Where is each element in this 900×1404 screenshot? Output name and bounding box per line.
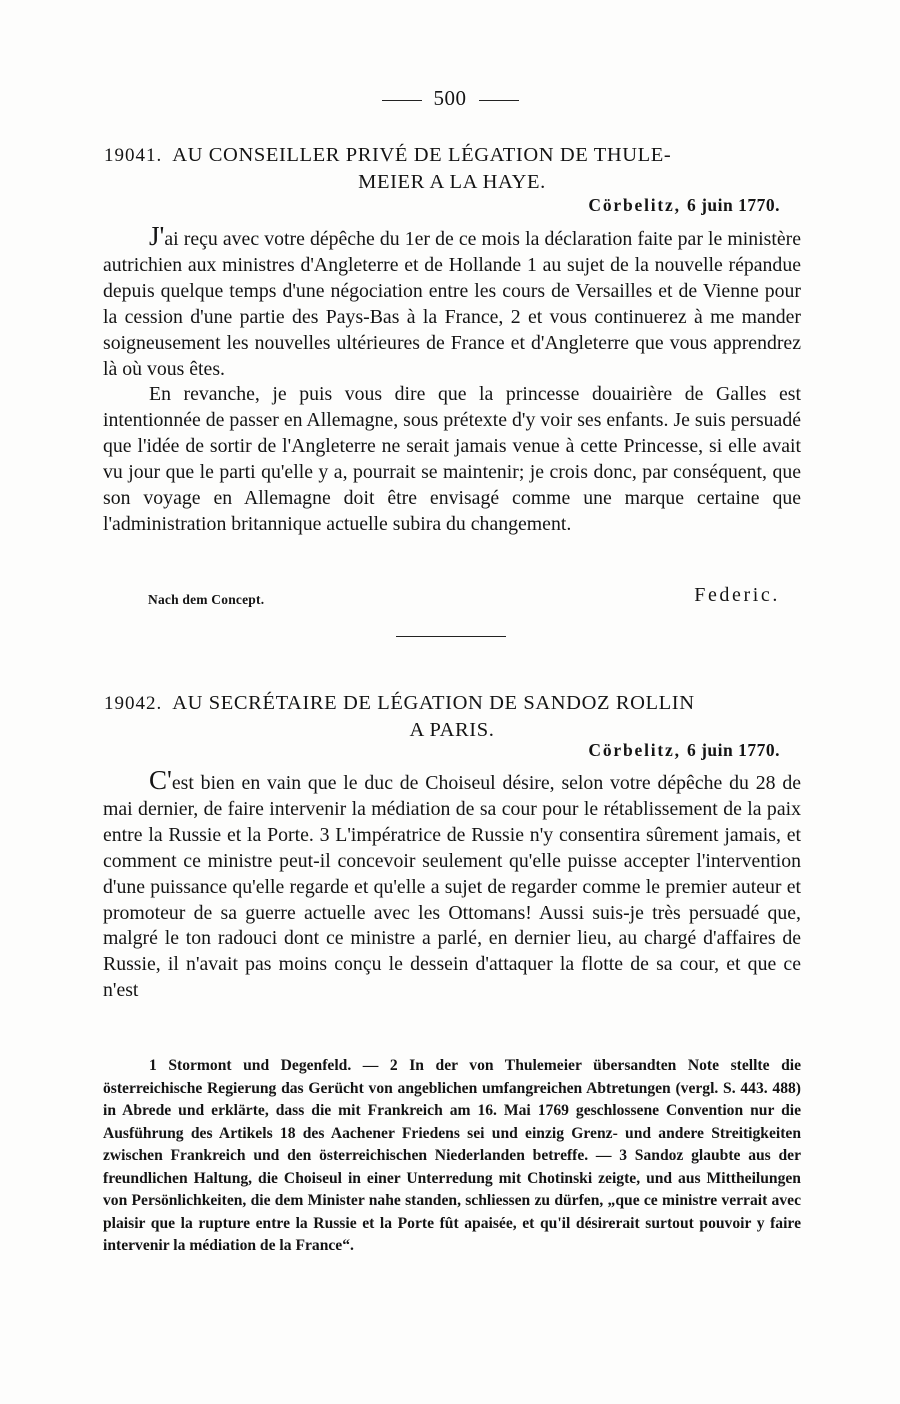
letter-heading-line1: AU CONSEILLER PRIVÉ DE LÉGATION DE THULE- xyxy=(172,144,672,166)
letter-heading-line2: A PARIS. xyxy=(409,719,495,741)
letter-paragraph: C'est bien en vain que le duc de Choiseul désire, selon votre dépêche du 28 de mai dernier, de faire intervenir la médiation de sa cour pour le rétablissement de la paix entre la Russie et la Porte. 3 L'impératrice de Russie n'y consentira sûrement jamais, et comment ce ministre peut-il concevoir seulement qu'elle puisse accepter l'intervention d'une puissance qu'elle regarde et qu'elle a sujet de regarder comme le premier auteur et promoteur de sa guerre actuelle avec les Ottomans! Aussi suis-je très persuadé que, malgré le ton radouci dont ce ministre a parlé, en dernier lieu, au chargé d'affaires de Russie, il n'avait pas moins conçu le dessein d'attaquer la flotte de sa cour, et que ce n'est xyxy=(103,765,801,1002)
page-number-dash-left xyxy=(382,100,422,101)
dateline-date: 6 juin 1770. xyxy=(686,740,780,760)
page-number-dash-right xyxy=(479,100,519,101)
letter-paragraph: En revanche, je puis vous dire que la princesse douairière de Galles est intentionnée de passer en Allemagne, sous prétexte d'y voir ses enfants. Je suis persuadé que l'idée de sortir de l'Angleterre ne serait jamais venue à cette Princesse, si elle avait vu jour que le parti qu'elle y a, pourrait se maintenir; je crois donc, par conséquent, que son voyage en Allemagne doit être envisagé comme une marque certaine que l'administration britannique actuelle subira du changement. xyxy=(103,383,801,535)
dateline-place: Cörbelitz, xyxy=(588,740,681,760)
letter-signature: Federic. xyxy=(694,584,780,606)
dateline-date: 6 juin 1770. xyxy=(686,195,780,215)
letter-body xyxy=(103,221,801,538)
letter-source-note: Nach dem Concept. xyxy=(148,592,265,607)
letter-dateline xyxy=(588,740,780,761)
page-number-text: 500 xyxy=(433,86,467,110)
letter-heading-line1: AU SECRÉTAIRE DE LÉGATION DE SANDOZ ROLLIN xyxy=(172,692,695,714)
letter-body xyxy=(103,765,801,1004)
letter-number: 19042. xyxy=(104,693,163,714)
letter-heading-19041 xyxy=(104,142,800,195)
letter-dateline xyxy=(588,195,780,216)
letter-heading-19042 xyxy=(104,690,800,743)
section-divider xyxy=(396,636,506,637)
footnote-text: 1 Stormont und Degenfeld. — 2 In der von Thulemeier übersandten Note stellte die österreichische Regierung das Gerücht von angeblichen umfangreichen Abtretungen (vergl. S. 443. 488) in Abrede und erklärte, dass die mit Frankreich am 16. Mai 1769 geschlossene Convention nur die Ausführung des Artikels 18 des Aachener Friedens sei und einzig Grenz- und andere Streitigkeiten zwischen Frankreich und den österreichischen Niederlanden betreffe. — 3 Sandoz glaubte aus der freundlichen Haltung, die Choiseul in einer Unterredung mit Chotinski zeigte, und aus Mittheilungen von Persönlichkeiten, die dem Minister nahe standen, schliessen zu dürfen, „que ce ministre verrait avec plaisir que la rupture entre la Russie et la Porte fût apaisée, et qu'il désirerait surtout pouvoir y faire intervenir la médiation de la France“. xyxy=(103,1057,801,1254)
letter-heading-line2: MEIER A LA HAYE. xyxy=(358,171,546,193)
dateline-place: Cörbelitz, xyxy=(588,195,681,215)
footnotes xyxy=(103,1055,801,1258)
letter-paragraph: J'ai reçu avec votre dépêche du 1er de ce mois la déclaration faite par le ministère autrichien aux ministres d'Angleterre et de Hollande 1 au sujet de la nouvelle répandue depuis quelque temps d'une négociation entre les cours de Versailles et de Vienne pour la cession d'une partie des Pays-Bas à la France, 2 et vous continuerez à me mander soigneusement les nouvelles ultérieures de France et d'Angleterre que vous apprendrez là où vous êtes. xyxy=(103,221,801,380)
page-number xyxy=(0,86,900,111)
letter-number: 19041. xyxy=(104,145,163,166)
